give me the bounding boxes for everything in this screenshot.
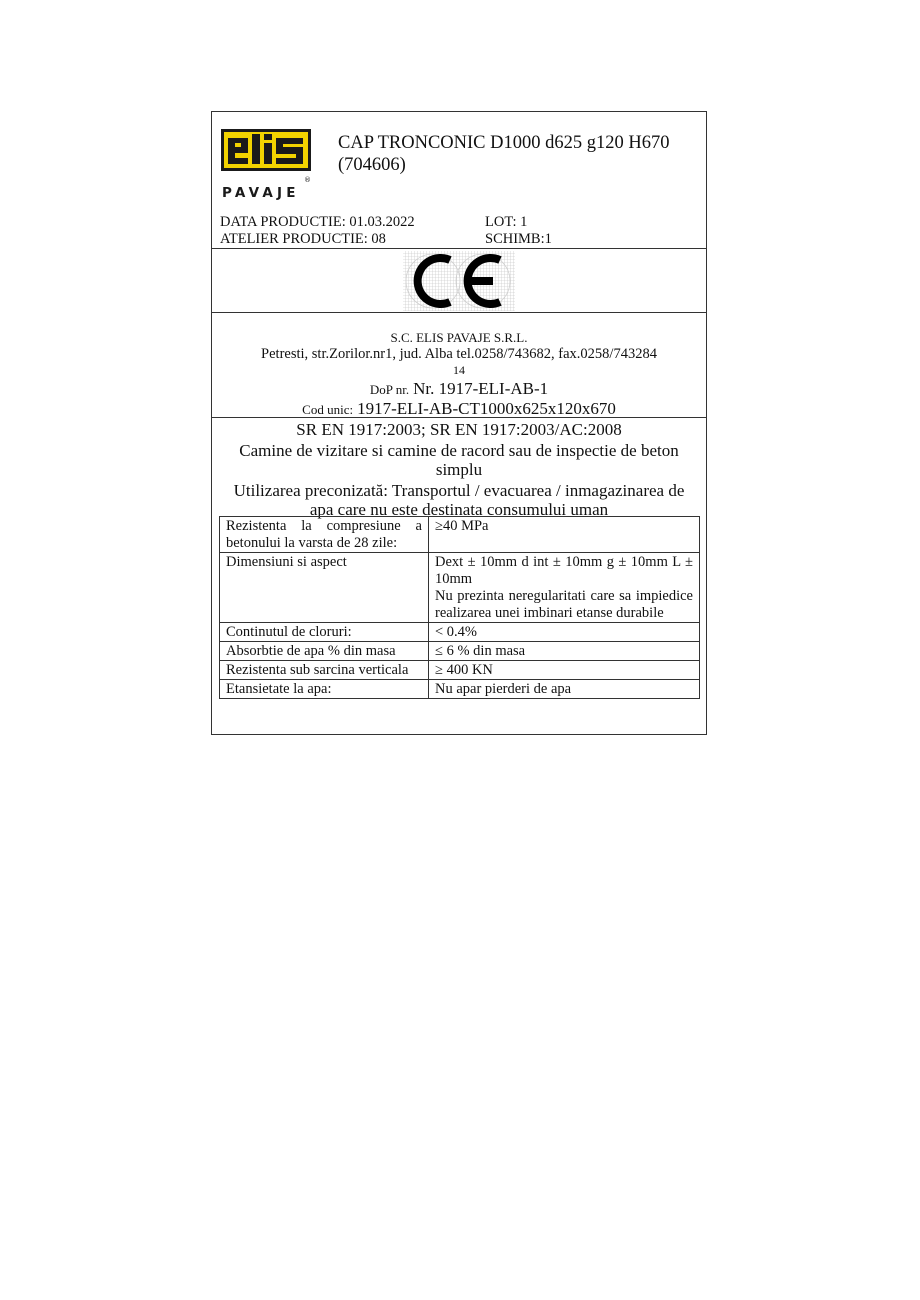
- ce-section: [212, 249, 706, 313]
- table-row: [220, 553, 700, 623]
- table-row: [220, 680, 700, 699]
- value-cell: ≥40 MPa: [429, 517, 700, 553]
- company-section: [212, 313, 706, 418]
- property-cell: Dimensiuni si aspect: [220, 553, 429, 623]
- dop-value: Nr. 1917-ELI-AB-1: [413, 379, 549, 398]
- ce-mark-icon: [403, 251, 515, 311]
- product-description-line2: simplu: [435, 460, 483, 479]
- dop-prefix: DoP nr.: [369, 382, 410, 397]
- table-row: [220, 623, 700, 642]
- standard-norms: SR EN 1917:2003; SR EN 1917:2003/AC:2008: [296, 420, 622, 439]
- intended-use-line1: Utilizarea preconizată: Transportul / evacuarea / inmagazinarea de: [233, 481, 685, 500]
- property-cell: Absorbtie de apa % din masa: [220, 642, 429, 661]
- property-cell: Continutul de cloruri:: [220, 623, 429, 642]
- property-cell: Etansietate la apa:: [220, 680, 429, 699]
- specs-table: [219, 516, 700, 699]
- value-cell: < 0.4%: [429, 623, 700, 642]
- value-cell: ≥ 400 KN: [429, 661, 700, 680]
- value-text-extra: Nu prezinta neregularitati care sa impiedice realizarea unei imbinari etanse durabile: [435, 588, 693, 621]
- property-cell: Rezistenta la compresiune a betonului la varsta de 28 zile:: [220, 517, 429, 553]
- elis-pavaje-logo: [221, 125, 311, 200]
- standard-section: [212, 418, 706, 519]
- property-cell: Rezistenta sub sarcina verticala: [220, 661, 429, 680]
- intended-use-line2: apa care nu este destinata consumului uman: [309, 500, 609, 519]
- product-title: CAP TRONCONIC D1000 d625 g120 H670 (704606): [338, 133, 670, 175]
- table-row: [220, 642, 700, 661]
- table-row: [220, 517, 700, 553]
- registered-mark: ®: [304, 176, 311, 184]
- product-label: [211, 111, 707, 735]
- production-date: DATA PRODUCTIE: 01.03.2022: [220, 214, 415, 230]
- unique-code-line: [212, 399, 706, 419]
- value-text: Dext ± 10mm d int ± 10mm g ± 10mm L ± 10mm: [435, 554, 693, 587]
- value-cell: [429, 553, 700, 623]
- shift-number: SCHIMB:1: [485, 231, 552, 247]
- table-row: [220, 661, 700, 680]
- value-cell: ≤ 6 % din masa: [429, 642, 700, 661]
- lot-number: LOT: 1: [485, 214, 528, 230]
- company-name: S.C. ELIS PAVAJE S.R.L.: [390, 330, 528, 345]
- company-address: Petresti, str.Zorilor.nr1, jud. Alba tel.0258/743682, fax.0258/743284: [261, 346, 657, 362]
- company-year: 14: [453, 363, 465, 377]
- value-cell: Nu apar pierderi de apa: [429, 680, 700, 699]
- unique-code-prefix: Cod unic:: [302, 402, 354, 417]
- label-header: [212, 112, 706, 249]
- production-workshop: ATELIER PRODUCTIE: 08: [220, 231, 386, 247]
- product-description-line1: Camine de vizitare si camine de racord sau de inspectie de beton: [239, 441, 679, 460]
- logo-subtext: PAVAJE: [222, 185, 300, 200]
- dop-line: [212, 379, 706, 399]
- unique-code-value: 1917-ELI-AB-CT1000x625x120x670: [357, 399, 616, 418]
